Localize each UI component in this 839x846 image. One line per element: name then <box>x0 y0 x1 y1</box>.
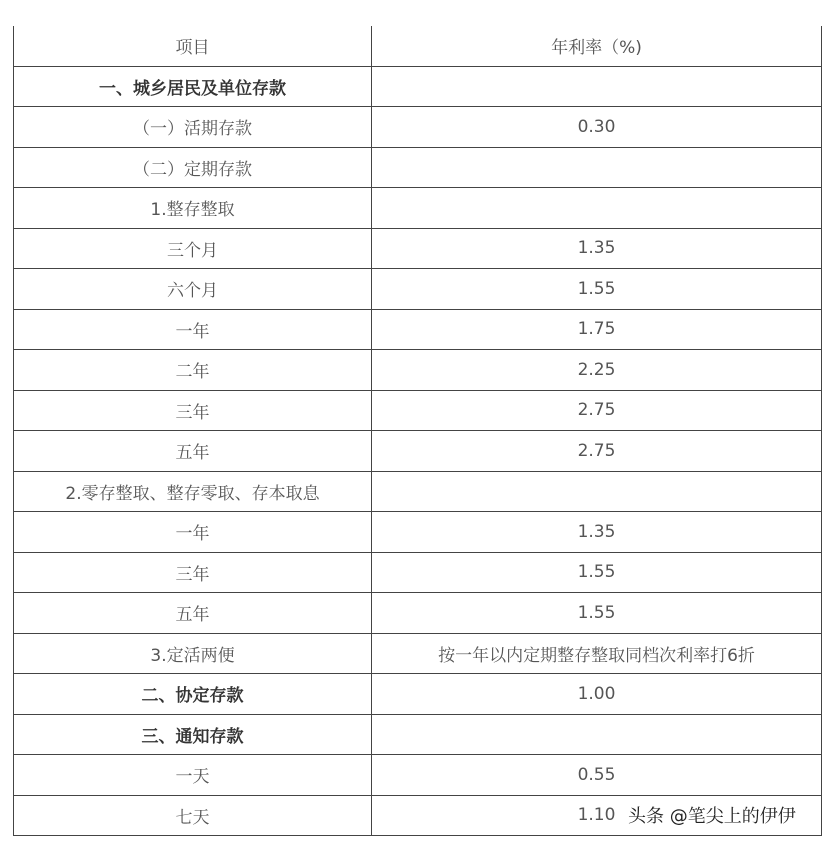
row-item: 一年 <box>14 309 372 350</box>
row-rate: 1.75 <box>372 309 822 350</box>
row-item: 七天 <box>14 795 372 836</box>
table-row <box>14 107 822 148</box>
row-item: 1.整存整取 <box>14 188 372 229</box>
row-item: 一天 <box>14 755 372 796</box>
row-item: 五年 <box>14 431 372 472</box>
row-rate: 1.35 <box>372 228 822 269</box>
row-item: 三、通知存款 <box>14 714 372 755</box>
table-row <box>14 552 822 593</box>
row-item: 二、协定存款 <box>14 674 372 715</box>
table-row <box>14 269 822 310</box>
row-rate <box>372 147 822 188</box>
row-item: 五年 <box>14 593 372 634</box>
row-rate: 按一年以内定期整存整取同档次利率打6折 <box>372 633 822 674</box>
table-row <box>14 228 822 269</box>
row-rate: 1.55 <box>372 269 822 310</box>
table-row <box>14 188 822 229</box>
header-annual-rate: 年利率（%) <box>372 26 822 66</box>
table-row <box>14 674 822 715</box>
table-row <box>14 512 822 553</box>
table-row <box>14 633 822 674</box>
row-rate: 1.00 <box>372 674 822 715</box>
row-item: 六个月 <box>14 269 372 310</box>
row-rate: 2.75 <box>372 390 822 431</box>
row-rate <box>372 714 822 755</box>
row-rate: 0.30 <box>372 107 822 148</box>
row-rate: 2.25 <box>372 350 822 391</box>
row-rate <box>372 471 822 512</box>
header-item: 项目 <box>14 26 372 66</box>
table-row <box>14 66 822 107</box>
watermark: 头条 @笔尖上的伊伊 <box>624 802 800 828</box>
row-rate <box>372 66 822 107</box>
table-row <box>14 350 822 391</box>
table-row <box>14 431 822 472</box>
row-rate: 0.55 <box>372 755 822 796</box>
table-row <box>14 714 822 755</box>
row-item: 一年 <box>14 512 372 553</box>
table-row <box>14 593 822 634</box>
interest-rate-table <box>13 26 822 836</box>
row-rate: 1.55 <box>372 552 822 593</box>
row-rate: 1.55 <box>372 593 822 634</box>
row-item: 三年 <box>14 552 372 593</box>
table-header-row <box>14 26 822 66</box>
table-body <box>14 66 822 836</box>
row-rate <box>372 188 822 229</box>
row-rate: 1.10 <box>372 795 822 836</box>
table-row <box>14 147 822 188</box>
table-row <box>14 471 822 512</box>
row-item: 一、城乡居民及单位存款 <box>14 66 372 107</box>
row-item: （二）定期存款 <box>14 147 372 188</box>
row-rate: 2.75 <box>372 431 822 472</box>
table-row <box>14 755 822 796</box>
row-item: 二年 <box>14 350 372 391</box>
row-item: （一）活期存款 <box>14 107 372 148</box>
row-item: 三年 <box>14 390 372 431</box>
row-item: 三个月 <box>14 228 372 269</box>
row-rate: 1.35 <box>372 512 822 553</box>
table-row <box>14 309 822 350</box>
row-item: 3.定活两便 <box>14 633 372 674</box>
table-row <box>14 390 822 431</box>
row-item: 2.零存整取、整存零取、存本取息 <box>14 471 372 512</box>
